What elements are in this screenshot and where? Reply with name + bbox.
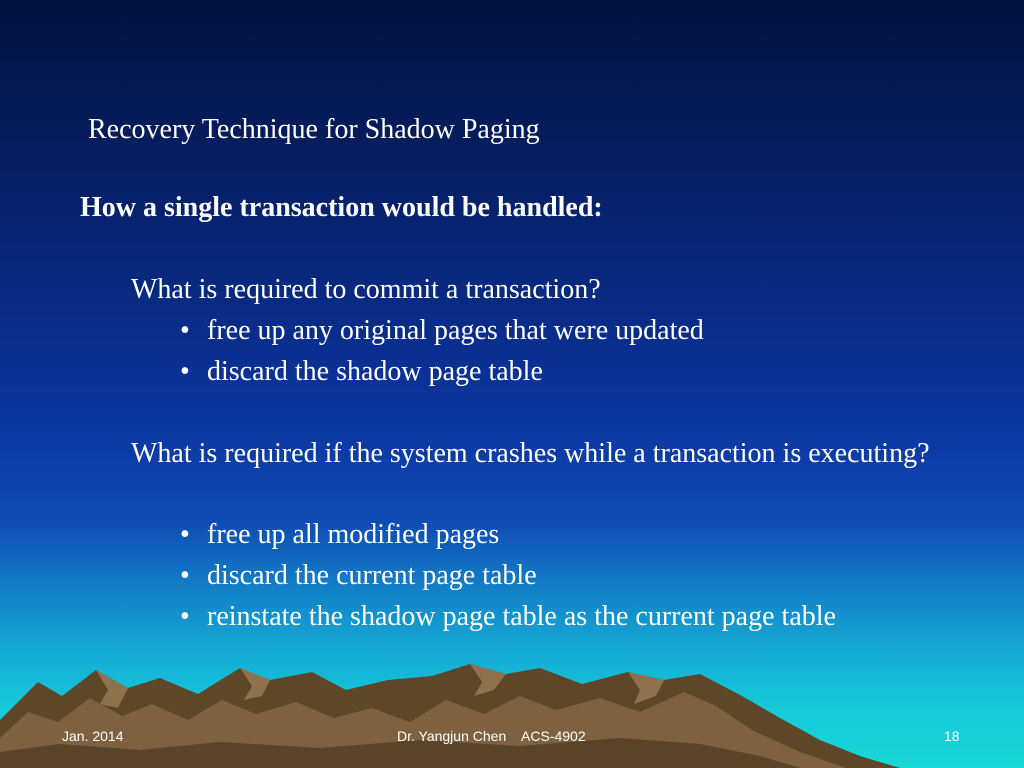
bullet-item <box>180 351 920 392</box>
commit-question: What is required to commit a transaction? <box>131 274 601 305</box>
mountain-range-decoration <box>0 660 1024 768</box>
bullet-icon: • <box>180 356 190 387</box>
footer-date: Jan. 2014 <box>62 728 124 744</box>
bullet-text: free up all modified pages <box>207 519 500 550</box>
footer-author-course: Dr. Yangjun Chen ACS-4902 <box>397 728 586 744</box>
slide-heading: How a single transaction would be handled: <box>80 192 603 223</box>
slide-subtitle: Recovery Technique for Shadow Paging <box>88 114 540 145</box>
bullet-icon: • <box>180 519 190 550</box>
bullet-icon: • <box>180 560 190 591</box>
bullet-item <box>180 310 920 351</box>
bullet-text: free up any original pages that were updated <box>207 315 704 346</box>
bullet-text: discard the current page table <box>207 560 537 591</box>
crash-bullet-list <box>180 514 920 637</box>
bullet-item <box>180 555 920 596</box>
footer-page-number: 18 <box>944 728 960 744</box>
commit-bullet-list <box>180 310 920 392</box>
bullet-item <box>180 596 920 637</box>
bullet-text: discard the shadow page table <box>207 356 543 387</box>
bullet-icon: • <box>180 315 190 346</box>
bullet-text: reinstate the shadow page table as the current page table <box>207 601 836 632</box>
crash-question: What is required if the system crashes while a transaction is executing? <box>131 438 930 469</box>
bullet-item <box>180 514 920 555</box>
bullet-icon: • <box>180 601 190 632</box>
